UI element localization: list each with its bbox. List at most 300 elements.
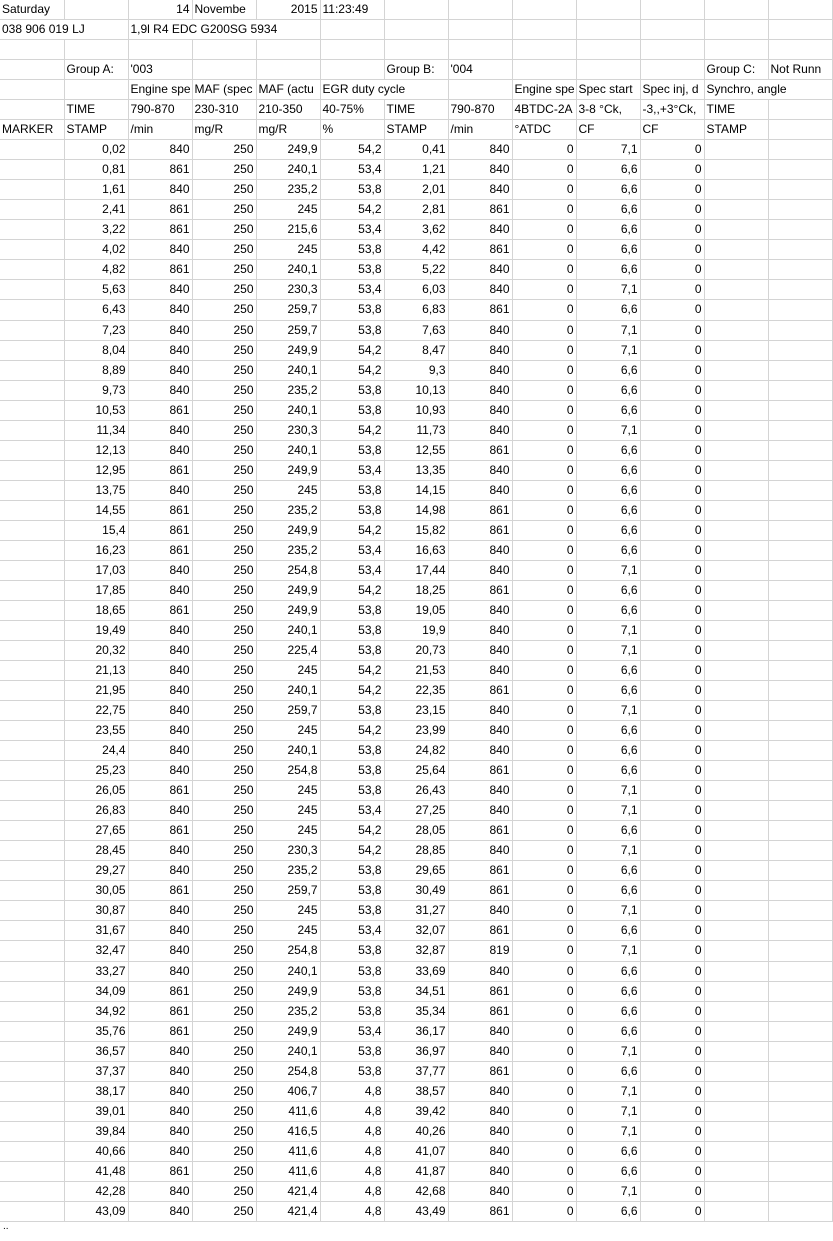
data-cell[interactable]: 861	[448, 761, 512, 781]
data-cell[interactable]: 840	[128, 440, 192, 460]
data-cell[interactable]: 861	[128, 881, 192, 901]
data-cell[interactable]: 0	[512, 761, 576, 781]
data-cell[interactable]: 6,6	[576, 921, 640, 941]
data-cell[interactable]: 0	[512, 600, 576, 620]
data-cell[interactable]: 0	[640, 480, 704, 500]
data-cell[interactable]: 0	[640, 560, 704, 580]
data-cell[interactable]: 245	[256, 821, 320, 841]
empty-cell[interactable]	[256, 40, 320, 60]
data-cell[interactable]: 0	[640, 580, 704, 600]
data-cell[interactable]: 0	[512, 240, 576, 260]
marker-cell[interactable]	[0, 701, 64, 721]
empty-cell[interactable]	[64, 80, 128, 100]
data-cell[interactable]: 4,8	[320, 1161, 384, 1181]
column-label-cell[interactable]: °ATDC	[512, 120, 576, 140]
data-cell[interactable]: 245	[256, 480, 320, 500]
data-cell[interactable]: 840	[128, 380, 192, 400]
group-a-value-cell[interactable]: '003	[128, 60, 192, 80]
data-cell[interactable]: 250	[192, 460, 256, 480]
marker-cell[interactable]	[0, 1121, 64, 1141]
data-cell[interactable]: 250	[192, 200, 256, 220]
data-cell[interactable]: 861	[128, 600, 192, 620]
empty-cell[interactable]	[704, 0, 768, 20]
marker-cell[interactable]	[0, 901, 64, 921]
data-cell[interactable]: 840	[448, 1181, 512, 1201]
data-cell[interactable]: 249,9	[256, 600, 320, 620]
data-cell[interactable]: 840	[128, 340, 192, 360]
data-cell[interactable]: 861	[448, 1061, 512, 1081]
data-cell[interactable]: 0	[512, 681, 576, 701]
empty-cell[interactable]	[576, 60, 640, 80]
empty-cell[interactable]	[448, 40, 512, 60]
empty-cell[interactable]	[768, 661, 832, 681]
marker-cell[interactable]	[0, 761, 64, 781]
data-cell[interactable]: 249,9	[256, 140, 320, 160]
data-cell[interactable]: 32,07	[384, 921, 448, 941]
empty-cell[interactable]	[704, 1021, 768, 1041]
empty-cell[interactable]	[704, 1061, 768, 1081]
data-cell[interactable]: 53,8	[320, 500, 384, 520]
empty-cell[interactable]	[768, 721, 832, 741]
data-cell[interactable]: 9,73	[64, 380, 128, 400]
marker-cell[interactable]	[0, 1021, 64, 1041]
data-cell[interactable]: 16,23	[64, 540, 128, 560]
data-cell[interactable]: 36,57	[64, 1041, 128, 1061]
data-cell[interactable]: 0	[512, 520, 576, 540]
data-cell[interactable]: 53,8	[320, 741, 384, 761]
data-cell[interactable]: 16,63	[384, 540, 448, 560]
group-a-label-cell[interactable]: Group A:	[64, 60, 128, 80]
data-cell[interactable]: 840	[448, 1161, 512, 1181]
data-cell[interactable]: 250	[192, 961, 256, 981]
empty-cell[interactable]	[768, 420, 832, 440]
data-cell[interactable]: 9,3	[384, 360, 448, 380]
marker-cell[interactable]	[0, 1101, 64, 1121]
marker-cell[interactable]	[0, 200, 64, 220]
data-cell[interactable]: 6,6	[576, 540, 640, 560]
data-cell[interactable]: 0	[640, 140, 704, 160]
column-label-cell[interactable]: /min	[448, 120, 512, 140]
marker-cell[interactable]	[0, 480, 64, 500]
empty-cell[interactable]	[704, 1141, 768, 1161]
data-cell[interactable]: 0	[640, 540, 704, 560]
data-cell[interactable]: 249,9	[256, 1021, 320, 1041]
data-cell[interactable]: 18,65	[64, 600, 128, 620]
data-cell[interactable]: 840	[128, 961, 192, 981]
data-cell[interactable]: 4,8	[320, 1081, 384, 1101]
data-cell[interactable]: 24,4	[64, 741, 128, 761]
column-label-cell[interactable]: MARKER	[0, 120, 64, 140]
data-cell[interactable]: 840	[128, 1061, 192, 1081]
data-cell[interactable]: 53,4	[320, 560, 384, 580]
empty-cell[interactable]	[704, 721, 768, 741]
empty-cell[interactable]	[768, 600, 832, 620]
data-cell[interactable]: 19,49	[64, 620, 128, 640]
data-cell[interactable]: 840	[128, 300, 192, 320]
data-cell[interactable]: 840	[448, 701, 512, 721]
empty-cell[interactable]	[704, 40, 768, 60]
data-cell[interactable]: 0	[512, 1181, 576, 1201]
empty-cell[interactable]	[576, 0, 640, 20]
empty-cell[interactable]	[64, 40, 128, 60]
data-cell[interactable]: 0	[512, 1101, 576, 1121]
data-cell[interactable]: 53,8	[320, 1041, 384, 1061]
marker-cell[interactable]	[0, 881, 64, 901]
data-cell[interactable]: 53,8	[320, 1001, 384, 1021]
data-cell[interactable]: 250	[192, 500, 256, 520]
data-cell[interactable]: 861	[128, 460, 192, 480]
column-label-cell[interactable]: Engine spe	[128, 80, 192, 100]
data-cell[interactable]: 0	[640, 641, 704, 661]
data-cell[interactable]: 840	[448, 1141, 512, 1161]
data-cell[interactable]: 840	[128, 1041, 192, 1061]
group-b-label-cell[interactable]: Group B:	[384, 60, 448, 80]
data-cell[interactable]: 6,6	[576, 861, 640, 881]
data-cell[interactable]: 28,85	[384, 841, 448, 861]
marker-cell[interactable]	[0, 360, 64, 380]
data-cell[interactable]: 0	[640, 600, 704, 620]
empty-cell[interactable]	[640, 20, 704, 40]
data-cell[interactable]: 19,9	[384, 620, 448, 640]
marker-cell[interactable]	[0, 520, 64, 540]
data-cell[interactable]: 250	[192, 580, 256, 600]
data-cell[interactable]: 5,63	[64, 280, 128, 300]
empty-cell[interactable]	[768, 701, 832, 721]
empty-cell[interactable]	[704, 901, 768, 921]
marker-cell[interactable]	[0, 861, 64, 881]
data-cell[interactable]: 861	[128, 260, 192, 280]
data-cell[interactable]: 861	[128, 520, 192, 540]
data-cell[interactable]: 840	[448, 340, 512, 360]
data-cell[interactable]: 259,7	[256, 881, 320, 901]
marker-cell[interactable]	[0, 1181, 64, 1201]
data-cell[interactable]: 0	[512, 280, 576, 300]
data-cell[interactable]: 840	[448, 420, 512, 440]
data-cell[interactable]: 245	[256, 901, 320, 921]
data-cell[interactable]: 0	[640, 260, 704, 280]
data-cell[interactable]: 861	[448, 200, 512, 220]
empty-cell[interactable]	[768, 821, 832, 841]
data-cell[interactable]: 250	[192, 520, 256, 540]
data-cell[interactable]: 250	[192, 641, 256, 661]
data-cell[interactable]: 8,04	[64, 340, 128, 360]
data-cell[interactable]: 0	[512, 540, 576, 560]
data-cell[interactable]: 245	[256, 240, 320, 260]
data-cell[interactable]: 0	[512, 360, 576, 380]
data-cell[interactable]: 840	[128, 761, 192, 781]
data-cell[interactable]: 7,1	[576, 420, 640, 440]
data-cell[interactable]: 14,98	[384, 500, 448, 520]
marker-cell[interactable]	[0, 1081, 64, 1101]
data-cell[interactable]: 53,4	[320, 460, 384, 480]
empty-cell[interactable]	[704, 480, 768, 500]
data-cell[interactable]: 0	[512, 1141, 576, 1161]
empty-cell[interactable]	[704, 701, 768, 721]
data-cell[interactable]: 840	[128, 661, 192, 681]
data-cell[interactable]: 250	[192, 300, 256, 320]
data-cell[interactable]: 0	[640, 881, 704, 901]
day-cell[interactable]: Saturday	[0, 0, 64, 20]
data-cell[interactable]: 250	[192, 921, 256, 941]
data-cell[interactable]: 235,2	[256, 861, 320, 881]
data-cell[interactable]: 0	[512, 881, 576, 901]
data-cell[interactable]: 53,8	[320, 641, 384, 661]
data-cell[interactable]: 41,07	[384, 1141, 448, 1161]
data-cell[interactable]: 250	[192, 1081, 256, 1101]
data-cell[interactable]: 861	[448, 821, 512, 841]
data-cell[interactable]: 39,84	[64, 1121, 128, 1141]
data-cell[interactable]: 0	[640, 500, 704, 520]
data-cell[interactable]: 7,1	[576, 620, 640, 640]
marker-cell[interactable]	[0, 220, 64, 240]
empty-cell[interactable]	[704, 580, 768, 600]
data-cell[interactable]: 0	[640, 921, 704, 941]
data-cell[interactable]: 840	[448, 220, 512, 240]
data-cell[interactable]: 0	[640, 721, 704, 741]
data-cell[interactable]: 39,01	[64, 1101, 128, 1121]
column-label-cell[interactable]: MAF (actu	[256, 80, 320, 100]
empty-cell[interactable]	[704, 1181, 768, 1201]
data-cell[interactable]: 840	[448, 160, 512, 180]
empty-cell[interactable]	[704, 200, 768, 220]
column-label-cell[interactable]: STAMP	[384, 120, 448, 140]
year-cell[interactable]: 2015	[256, 0, 320, 20]
data-cell[interactable]: 6,6	[576, 600, 640, 620]
time-cell[interactable]: 11:23:49	[320, 0, 384, 20]
group-b-value-cell[interactable]: '004	[448, 60, 512, 80]
data-cell[interactable]: 240,1	[256, 400, 320, 420]
data-cell[interactable]: 53,8	[320, 981, 384, 1001]
data-cell[interactable]: 840	[448, 1081, 512, 1101]
data-cell[interactable]: 6,6	[576, 380, 640, 400]
data-cell[interactable]: 861	[448, 921, 512, 941]
data-cell[interactable]: 235,2	[256, 500, 320, 520]
empty-cell[interactable]	[256, 60, 320, 80]
data-cell[interactable]: 34,92	[64, 1001, 128, 1021]
data-cell[interactable]: 32,87	[384, 941, 448, 961]
data-cell[interactable]: 411,6	[256, 1141, 320, 1161]
empty-cell[interactable]	[768, 1081, 832, 1101]
data-cell[interactable]: 6,03	[384, 280, 448, 300]
empty-cell[interactable]	[768, 220, 832, 240]
data-cell[interactable]: 250	[192, 440, 256, 460]
empty-cell[interactable]	[768, 1041, 832, 1061]
empty-cell[interactable]	[0, 80, 64, 100]
data-cell[interactable]: 37,77	[384, 1061, 448, 1081]
data-cell[interactable]: 250	[192, 1001, 256, 1021]
empty-cell[interactable]	[768, 460, 832, 480]
data-cell[interactable]: 4,8	[320, 1101, 384, 1121]
data-cell[interactable]: 6,6	[576, 200, 640, 220]
empty-cell[interactable]	[704, 881, 768, 901]
data-cell[interactable]: 861	[448, 1201, 512, 1221]
data-cell[interactable]: 250	[192, 801, 256, 821]
data-cell[interactable]: 7,1	[576, 841, 640, 861]
data-cell[interactable]: 0	[640, 821, 704, 841]
marker-cell[interactable]	[0, 781, 64, 801]
data-cell[interactable]: 53,8	[320, 620, 384, 640]
data-cell[interactable]: 12,55	[384, 440, 448, 460]
data-cell[interactable]: 0	[512, 180, 576, 200]
empty-cell[interactable]	[192, 60, 256, 80]
data-cell[interactable]: 53,8	[320, 240, 384, 260]
month-cell[interactable]: Novembe	[192, 0, 256, 20]
empty-cell[interactable]	[512, 40, 576, 60]
data-cell[interactable]: 0	[640, 901, 704, 921]
data-cell[interactable]: 840	[448, 741, 512, 761]
data-cell[interactable]: 0	[512, 140, 576, 160]
data-cell[interactable]: 840	[128, 1141, 192, 1161]
data-cell[interactable]: 840	[448, 721, 512, 741]
column-label-cell[interactable]: TIME	[64, 100, 128, 120]
empty-cell[interactable]	[704, 761, 768, 781]
data-cell[interactable]: 0	[640, 661, 704, 681]
data-cell[interactable]: 20,32	[64, 641, 128, 661]
data-cell[interactable]: 0	[640, 380, 704, 400]
data-cell[interactable]: 6,6	[576, 1201, 640, 1221]
data-cell[interactable]: 4,8	[320, 1181, 384, 1201]
data-cell[interactable]: 215,6	[256, 220, 320, 240]
marker-cell[interactable]	[0, 1161, 64, 1181]
data-cell[interactable]: 0	[512, 821, 576, 841]
data-cell[interactable]: 4,02	[64, 240, 128, 260]
data-cell[interactable]: 6,43	[64, 300, 128, 320]
data-cell[interactable]: 861	[448, 520, 512, 540]
data-cell[interactable]: 861	[128, 500, 192, 520]
empty-cell[interactable]	[768, 180, 832, 200]
empty-cell[interactable]	[768, 240, 832, 260]
empty-cell[interactable]	[768, 40, 832, 60]
data-cell[interactable]: 0	[512, 921, 576, 941]
data-cell[interactable]: 254,8	[256, 1061, 320, 1081]
data-cell[interactable]: 17,03	[64, 560, 128, 580]
data-cell[interactable]: 840	[448, 560, 512, 580]
empty-cell[interactable]	[704, 741, 768, 761]
data-cell[interactable]: 54,2	[320, 841, 384, 861]
data-cell[interactable]: 840	[128, 641, 192, 661]
data-cell[interactable]: 0	[512, 1061, 576, 1081]
empty-cell[interactable]	[768, 841, 832, 861]
data-cell[interactable]: 0	[512, 160, 576, 180]
data-cell[interactable]: 0	[512, 721, 576, 741]
data-cell[interactable]: 0	[512, 981, 576, 1001]
marker-cell[interactable]	[0, 540, 64, 560]
data-cell[interactable]: 19,05	[384, 600, 448, 620]
data-cell[interactable]: 861	[128, 400, 192, 420]
data-cell[interactable]: 20,73	[384, 641, 448, 661]
column-label-cell[interactable]: Synchro, angle	[704, 80, 768, 100]
marker-cell[interactable]	[0, 300, 64, 320]
data-cell[interactable]: 240,1	[256, 360, 320, 380]
data-cell[interactable]: 6,6	[576, 160, 640, 180]
data-cell[interactable]: 254,8	[256, 761, 320, 781]
data-cell[interactable]: 245	[256, 921, 320, 941]
data-cell[interactable]: 4,8	[320, 1121, 384, 1141]
data-cell[interactable]: 13,75	[64, 480, 128, 500]
marker-cell[interactable]	[0, 160, 64, 180]
data-cell[interactable]: 861	[128, 1161, 192, 1181]
data-cell[interactable]: 25,64	[384, 761, 448, 781]
data-cell[interactable]: 6,6	[576, 1001, 640, 1021]
part-number-cell[interactable]: 038 906 019 LJ	[0, 20, 64, 40]
empty-cell[interactable]	[512, 60, 576, 80]
empty-cell[interactable]	[768, 861, 832, 881]
empty-cell[interactable]	[704, 460, 768, 480]
data-cell[interactable]: 6,6	[576, 220, 640, 240]
data-cell[interactable]: 840	[448, 841, 512, 861]
data-cell[interactable]: 840	[128, 180, 192, 200]
data-cell[interactable]: 250	[192, 1201, 256, 1221]
data-cell[interactable]: 0	[640, 240, 704, 260]
data-cell[interactable]: 250	[192, 320, 256, 340]
data-cell[interactable]: 0	[640, 1141, 704, 1161]
empty-cell[interactable]	[768, 100, 832, 120]
empty-cell[interactable]	[704, 520, 768, 540]
empty-cell[interactable]	[704, 220, 768, 240]
marker-cell[interactable]	[0, 681, 64, 701]
column-label-cell[interactable]: -3,,+3°Ck,	[640, 100, 704, 120]
data-cell[interactable]: 240,1	[256, 260, 320, 280]
data-cell[interactable]: 250	[192, 721, 256, 741]
empty-cell[interactable]	[704, 280, 768, 300]
empty-cell[interactable]	[768, 981, 832, 1001]
data-cell[interactable]: 0	[512, 1121, 576, 1141]
column-label-cell[interactable]: 210-350	[256, 100, 320, 120]
data-cell[interactable]: 250	[192, 180, 256, 200]
data-cell[interactable]: 17,44	[384, 560, 448, 580]
empty-cell[interactable]	[768, 1101, 832, 1121]
data-cell[interactable]: 250	[192, 540, 256, 560]
data-cell[interactable]: 861	[448, 240, 512, 260]
data-cell[interactable]: 0,02	[64, 140, 128, 160]
data-cell[interactable]: 53,8	[320, 260, 384, 280]
empty-cell[interactable]	[128, 40, 192, 60]
data-cell[interactable]: 406,7	[256, 1081, 320, 1101]
data-cell[interactable]: 840	[448, 641, 512, 661]
data-cell[interactable]: 7,1	[576, 140, 640, 160]
data-cell[interactable]: 0	[512, 1021, 576, 1041]
data-cell[interactable]: 259,7	[256, 300, 320, 320]
data-cell[interactable]: 0	[640, 220, 704, 240]
data-cell[interactable]: 0	[512, 1161, 576, 1181]
data-cell[interactable]: 861	[448, 500, 512, 520]
data-cell[interactable]: 861	[128, 160, 192, 180]
data-cell[interactable]: 28,45	[64, 841, 128, 861]
data-cell[interactable]: 35,76	[64, 1021, 128, 1041]
data-cell[interactable]: 34,09	[64, 981, 128, 1001]
data-cell[interactable]: 27,65	[64, 821, 128, 841]
empty-cell[interactable]	[576, 40, 640, 60]
data-cell[interactable]: 250	[192, 1021, 256, 1041]
data-cell[interactable]: 259,7	[256, 701, 320, 721]
data-cell[interactable]: 10,13	[384, 380, 448, 400]
data-cell[interactable]: 0	[640, 861, 704, 881]
data-cell[interactable]: 4,8	[320, 1141, 384, 1161]
data-cell[interactable]: 5,22	[384, 260, 448, 280]
empty-cell[interactable]	[64, 0, 128, 20]
data-cell[interactable]: 0	[512, 480, 576, 500]
data-cell[interactable]: 53,8	[320, 480, 384, 500]
data-cell[interactable]: 6,6	[576, 1021, 640, 1041]
empty-cell[interactable]	[704, 500, 768, 520]
data-cell[interactable]: 37,37	[64, 1061, 128, 1081]
data-cell[interactable]: 840	[128, 1181, 192, 1201]
data-cell[interactable]: 21,13	[64, 661, 128, 681]
data-cell[interactable]: 0	[512, 500, 576, 520]
data-cell[interactable]: 840	[448, 380, 512, 400]
data-cell[interactable]: 250	[192, 781, 256, 801]
data-cell[interactable]: 840	[448, 320, 512, 340]
